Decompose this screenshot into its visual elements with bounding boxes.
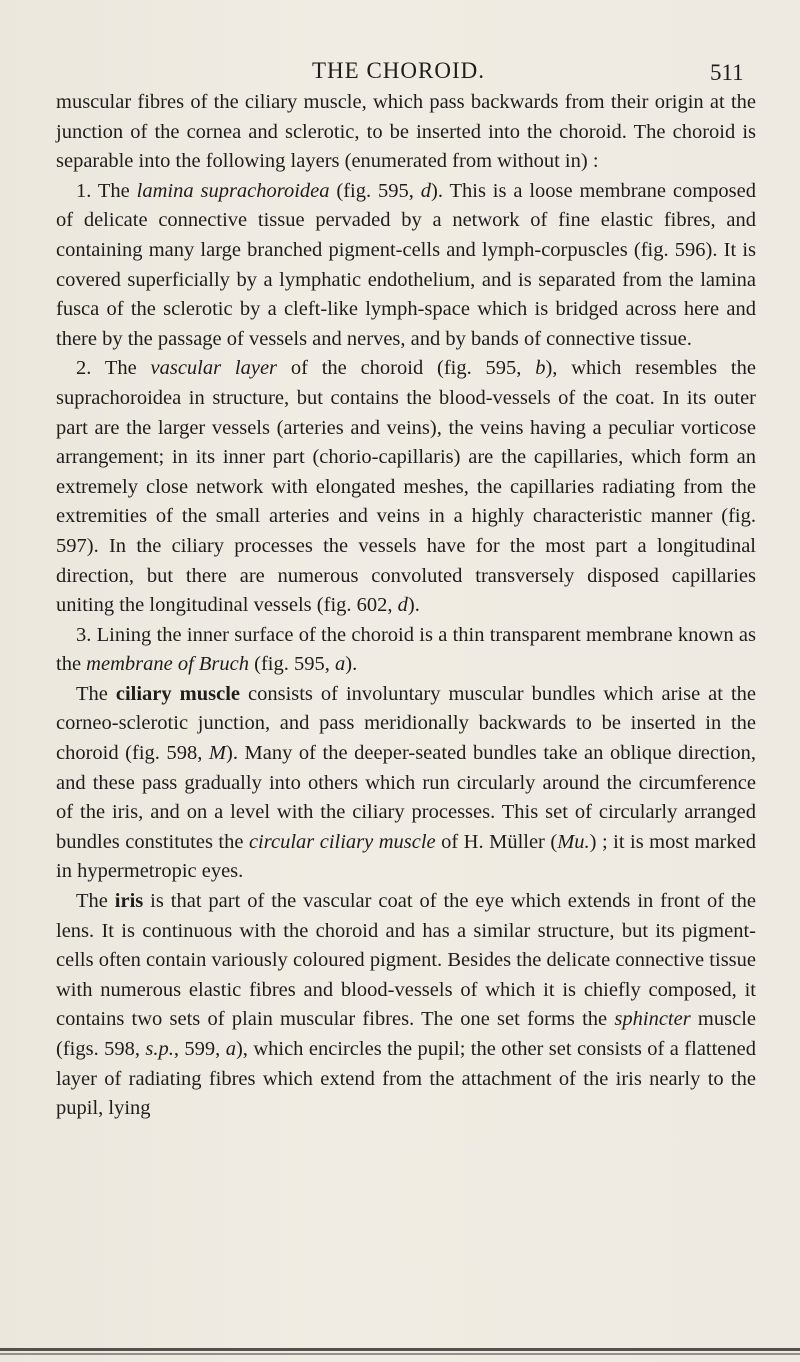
- paragraph-p0: [56, 88, 756, 177]
- text-run: 2. The: [76, 357, 151, 380]
- italic-text: a: [335, 653, 346, 676]
- italic-text: M: [208, 742, 226, 765]
- page-header: [0, 58, 800, 90]
- paragraph-p1: [56, 177, 756, 355]
- text-run: muscle (figs. 598,: [56, 1008, 756, 1060]
- text-run: 3. Lining the inner surface of the choroid is a thin transparent membrane known as the: [56, 623, 756, 676]
- text-run: ), which encircles the pupil; the other set consists of a flattened layer of radiating fibres which extend from the attachment of the iris nearly to the pupil, lying: [56, 1038, 757, 1120]
- bold-term: iris: [114, 890, 144, 913]
- page-edge-line: [0, 1348, 800, 1351]
- text-run: ). Many of the deeper-seated bundles take an oblique direction, and these pass gradually into others which run circularly around the circumference of the iris, and on a level with the ciliary processes. This set of circularly arranged bundles constitutes the: [56, 742, 756, 853]
- running-title: THE CHOROID.: [312, 58, 485, 83]
- text-run: (fig. 595,: [329, 179, 421, 202]
- italic-text: b: [535, 357, 546, 380]
- text-run: muscular fibres of the ciliary muscle, which pass backwards from their origin at the junction of the cornea and sclerotic, to be inserted into the choroid. The choroid is separable into the following layers (enumerated from without in) :: [56, 91, 756, 173]
- text-run: , 599,: [173, 1038, 226, 1060]
- italic-text: circular ciliary muscle: [248, 830, 436, 853]
- italic-text: lamina suprachoroidea: [136, 179, 330, 202]
- bold-term: ciliary muscle: [115, 682, 240, 705]
- text-run: The: [76, 682, 116, 705]
- paragraph-p4: [56, 680, 756, 887]
- italic-text: sphincter: [614, 1008, 691, 1031]
- text-run: ).: [345, 653, 358, 676]
- text-run: consists of involuntary muscular bundles which arise at the corneo-sclerotic junction, and pass meridionally backwards to be inserted in the choroid (fig. 598,: [56, 682, 756, 765]
- text-run: ).: [407, 594, 420, 617]
- text-run: ). This is a loose membrane composed of delicate connective tissue pervaded by a network of fine elastic fibres, and containing many large branched pigment-cells and lymph-corpuscles (fig. 596). It is covered superficially by a lymphatic endothelium, and is separated from the lamina fusca of the sclerotic by a cleft-like lymph-space which is bridged across here and there by the passage of vessels and nerves, and by bands of connective tissue.: [56, 179, 756, 350]
- paragraph-p2: [56, 354, 756, 620]
- text-run: ) ; it is most marked in hypermetropic eyes.: [56, 830, 756, 883]
- italic-text: vascular layer: [150, 357, 278, 380]
- page-number: 511: [710, 60, 744, 85]
- italic-text: membrane of Bruch: [86, 653, 250, 676]
- page-edge-line-lower: [0, 1353, 800, 1355]
- italic-text: Mu.: [557, 830, 590, 853]
- paragraph-p3: [56, 621, 756, 680]
- italic-text: a: [225, 1038, 236, 1060]
- text-run: of the choroid (fig. 595,: [277, 357, 536, 380]
- body-text: [56, 88, 756, 1124]
- paragraph-p5: [56, 887, 756, 1124]
- text-run: The: [76, 890, 115, 913]
- text-run: of H. Müller (: [435, 830, 558, 853]
- text-run: ), which resembles the suprachoroidea in structure, but contains the blood-vessels of the coat. In its outer part are the larger vessels (arteries and veins), the veins having a peculiar vorticose arrangement; in its inner part (chorio-capillaris) are the capillaries, which form an extremely close network with elongated meshes, the capillaries radiating from the extremities of the small arteries and veins in a highly characteristic manner (fig. 597). In the ciliary processes the vessels have for the most part a longitudinal direction, but there are numerous convoluted transversely disposed capillaries uniting the longitudinal vessels (fig. 602,: [56, 357, 756, 617]
- italic-text: d: [420, 179, 432, 202]
- text-run: 1. The: [76, 179, 137, 202]
- text-run: is that part of the vascular coat of the eye which extends in front of the lens. It is continuous with the choroid and has a similar structure, but its pigment-cells often contain variously coloured pigment. Besides the delicate connective tissue with numerous elastic fibres and blood-vessels of which it is chiefly composed, it contains two sets of plain muscular fibres. The one set forms the: [56, 890, 756, 1031]
- italic-text: s.p.: [145, 1038, 174, 1060]
- text-run: (fig. 595,: [249, 653, 335, 676]
- italic-text: d: [397, 594, 408, 617]
